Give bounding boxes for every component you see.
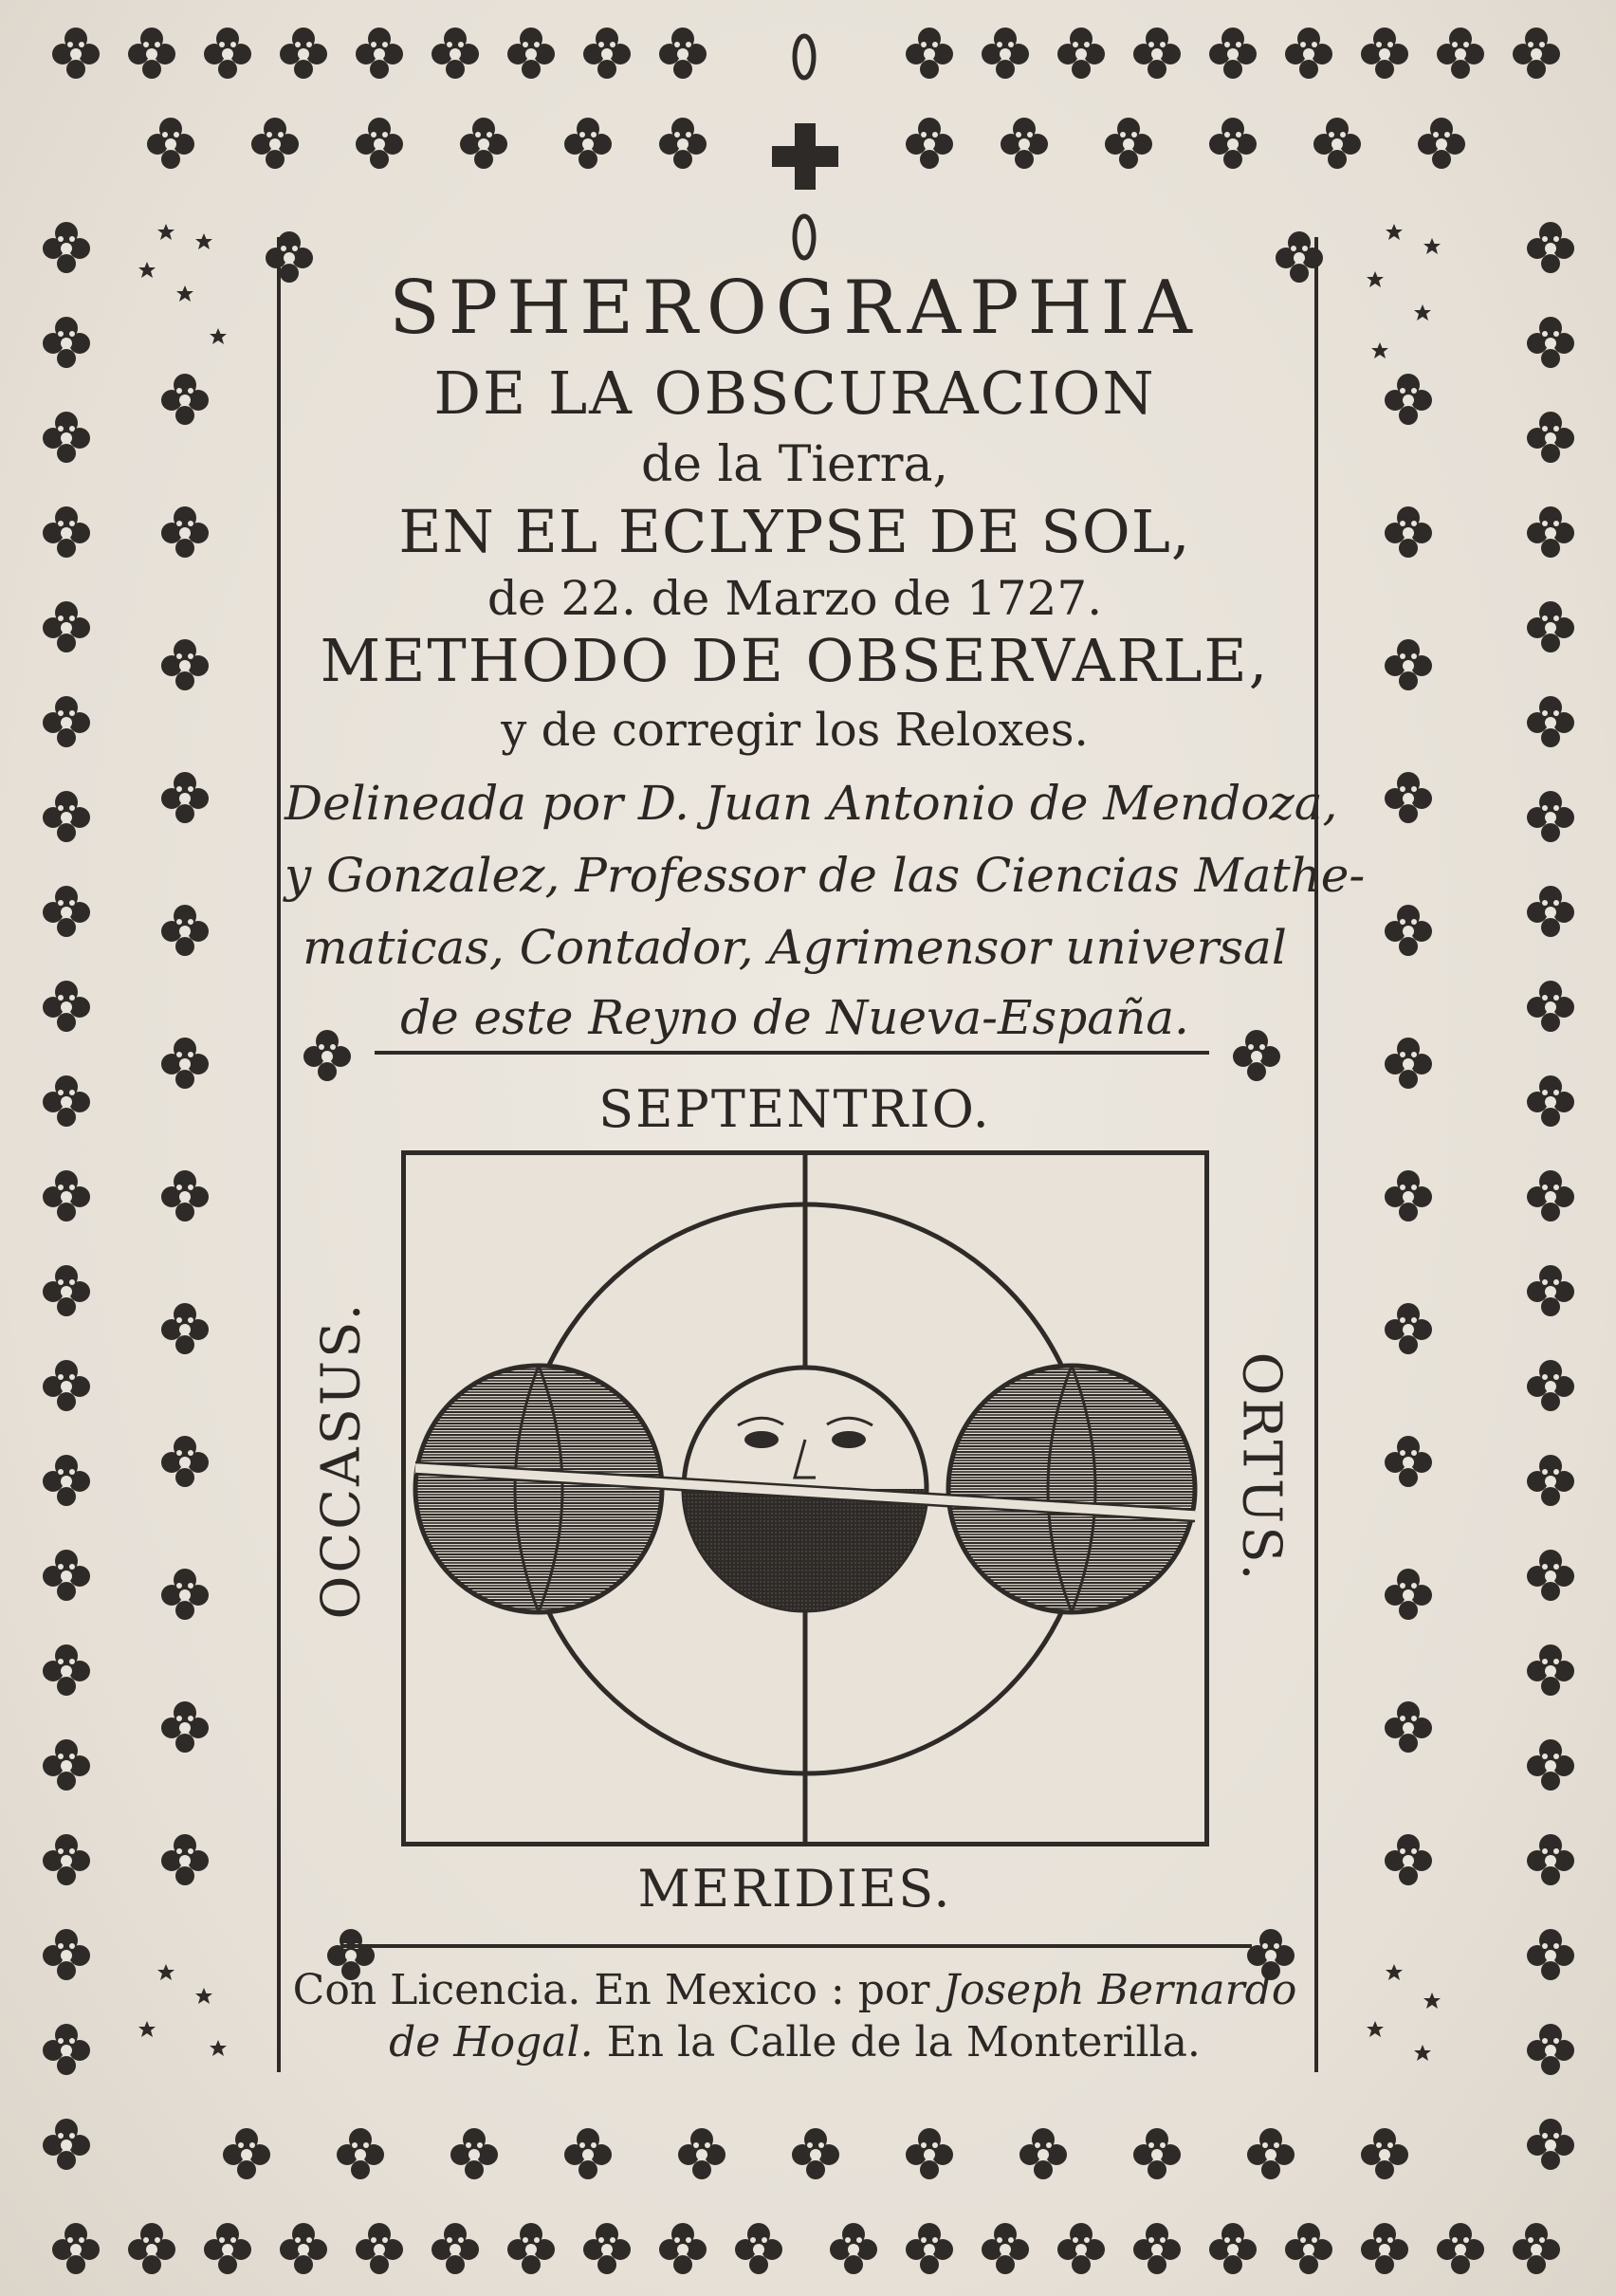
title-line-7: y de corregir los Reloxes. — [501, 704, 1089, 757]
author-line-1: Delineada por D. Juan Antonio de Mendoza, — [285, 776, 1338, 831]
eclipse-diagram — [401, 1150, 1209, 1846]
sun-eye-left — [744, 1431, 779, 1448]
author-line-3: maticas, Contador, Agrimensor universal — [303, 920, 1287, 975]
moon-west — [415, 1366, 662, 1612]
label-meridies: MERIDIES. — [637, 1859, 952, 1919]
imprint-address: En la Calle de la Monterilla. — [593, 2018, 1201, 2066]
imprint-line-2 — [285, 2018, 1305, 2066]
label-ortus: ORTUS. — [1230, 1351, 1293, 1584]
border-left — [43, 222, 227, 2170]
eclipse-figure — [406, 1155, 1204, 1842]
imprint-printer-surname: de Hogal. — [389, 2018, 594, 2066]
border-right — [1367, 222, 1574, 2170]
author-line-4: de este Reyno de Nueva-España. — [400, 990, 1189, 1045]
imprint-printer: Joseph Bernardo — [943, 1966, 1297, 2014]
moon-east — [948, 1366, 1195, 1612]
rule-upper — [375, 1051, 1209, 1055]
sun-shadow — [684, 1489, 927, 1610]
title-line-3: de la Tierra, — [640, 436, 949, 493]
label-occasus: OCCASUS. — [310, 1300, 373, 1620]
border-top — [52, 28, 1560, 258]
imprint-licence: Con Licencia. En Mexico : por — [292, 1966, 944, 2014]
sun-eye-right — [832, 1431, 866, 1448]
title-line-2: DE LA OBSCURACION — [433, 358, 1156, 428]
rule-lower — [341, 1944, 1252, 1948]
title-spherographia: SPHEROGRAPHIA — [389, 266, 1201, 351]
label-septentrio: SEPTENTRIO. — [598, 1079, 991, 1139]
title-line-5: de 22. de Marzo de 1727. — [487, 571, 1103, 626]
author-line-2: y Gonzalez, Professor de las Ciencias Mathe- — [285, 848, 1366, 903]
title-line-4: EN EL ECLYPSE DE SOL, — [398, 497, 1191, 566]
border-bottom — [52, 2128, 1560, 2274]
imprint-line-1 — [285, 1966, 1305, 2014]
title-line-6: METHODO DE OBSERVARLE, — [320, 626, 1270, 695]
